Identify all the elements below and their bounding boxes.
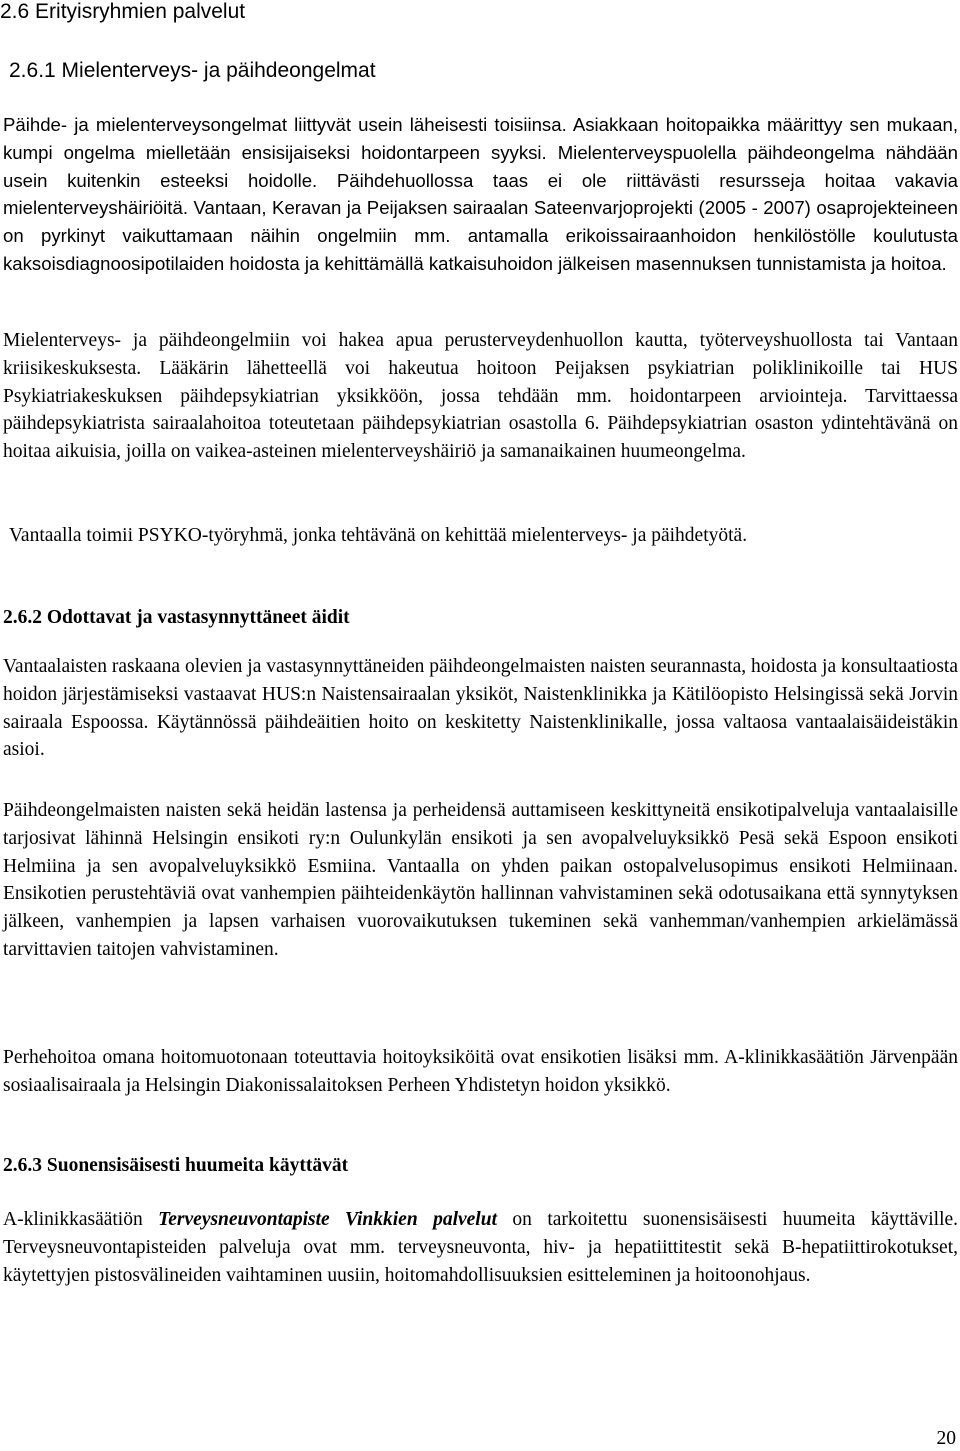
subsection-heading-2-6-1: 2.6.1 Mielenterveys- ja päihdeongelmat (9, 59, 376, 82)
section-heading-2-6: 2.6 Erityisryhmien palvelut (0, 0, 246, 23)
service-name-emphasis: Terveysneuvontapiste Vinkkien palvelut (158, 1209, 497, 1230)
paragraph-maternity-care: Vantaalaisten raskaana olevien ja vastasynnyttäneiden päihdeongelmaisten naisten seurannasta, hoidosta ja konsultaatiosta hoidon järjestämiseksi vastaavat HUS:n Naistensairaalan yksiköt, Naistenklinikka ja Kätilöopisto Helsingissä sekä Jorvin sairaala Espoossa. Käytännössä päihdeäitien hoito on keskitetty Naistenklinikalle, jossa valtaosa vantaalaisäideistäkin asioi. (3, 656, 958, 761)
paragraph-needle-exchange (3, 1206, 958, 1289)
paragraph-psyko-group: Vantaalla toimii PSYKO-työryhmä, jonka tehtävänä on kehittää mielenterveys- ja päihdetyötä. (9, 525, 748, 546)
paragraph-family-care: Perhehoitoa omana hoitomuotonaan toteuttavia hoitoyksiköitä ovat ensikotien lisäksi mm. A-klinikkasäätiön Järvenpään sosiaalisairaala ja Helsingin Diakonissalaitoksen Perheen Yhdistetyn hoidon yksikkö. (3, 1047, 958, 1096)
subsection-heading-2-6-2: 2.6.2 Odottavat ja vastasynnyttäneet äidit (3, 607, 350, 628)
paragraph-treatment-access: Mielenterveys- ja päihdeongelmiin voi hakea apua perusterveydenhuollon kautta, työterveyshuollosta tai Vantaan kriisikeskuksesta. Lääkärin lähetteellä voi hakeutua hoitoon Peijaksen psykiatrian poliklinikoille tai HUS Psykiatriakeskuksen päihdepsykiatrian yksikköön, jossa tehdään mm. hoidontarpeen arviointeja. Tarvittaessa päihdepsykiatrista sairaalahoitoa toteutetaan päihdepsykiatrian osastolla 6. Päihdepsykiatrian osaston ydintehtävänä on hoitaa aikuisia, joilla on vaikea-asteinen mielenterveyshäiriö ja samanaikainen huumeongelma. (3, 330, 958, 463)
paragraph-mother-home-services: Päihdeongelmaisten naisten sekä heidän lastensa ja perheidensä auttamiseen keskittyneitä ensikotipalveluja vantaalaisille tarjosivat lähinnä Helsingin ensikoti ry:n Oulunkylän ensikoti ja sen avopalveluyksikkö Pesä sekä Espoon ensikoti Helmiina ja sen avopalveluyksikkö Esmiina. Vantaalla on yhden paikan ostopalvelusopimus ensikoti Helmiinaan. Ensikotien perustehtäviä ovat vanhempien päihteidenkäytön hallinnan vahvistaminen sekä odotusaikana että synnytyksen jälkeen, vanhempien ja lapsen varhaisen vuorovaikutuksen tukeminen sekä vanhemman/vanhempien arkielämässä tarvittavien taitojen vahvistaminen. (3, 800, 958, 960)
subsection-heading-2-6-3: 2.6.3 Suonensisäisesti huumeita käyttävät (3, 1155, 349, 1176)
page-number: 20 (936, 1428, 956, 1449)
paragraph-dual-diagnosis: Päihde- ja mielenterveysongelmat liittyvät usein läheisesti toisiinsa. Asiakkaan hoitopaikka määrittyy sen mukaan, kumpi ongelma mielletään ensisijaiseksi hoidontarpeen syyksi. Mielenterveyspuolella päihdeongelma nähdään usein kuitenkin esteeksi hoidolle. Päihdehuollossa taas ei ole riittävästi resursseja hoitaa vakavia mielenterveyshäiriöitä. Vantaan, Keravan ja Peijaksen sairaalan Sateenvarjoprojekti (2005 - 2007) osaprojekteineen on pyrkinyt vaikuttamaan näihin ongelmiin mm. antamalla erikoissairaanhoidon henkilöstölle koulutusta kaksoisdiagnoosipotilaiden hoidosta ja kehittämällä katkaisuhoidon jälkeisen masennuksen tunnistamista ja hoitoa. (3, 114, 958, 274)
paragraph-text-end: on tarkoitettu suonensisäisesti huumeita käyttäville. Terveysneuvontapisteiden palveluja ovat mm. terveysneuvonta, hiv- ja hepatiittitestit sekä B-hepatiittirokotukset, käytettyjen pistosvälineiden vaihtaminen uusiin, hoitomahdollisuuksien esitteleminen ja hoitoonohjaus. (3, 1209, 959, 1286)
paragraph-text-start: A-klinikkasäätiön (3, 1209, 159, 1230)
